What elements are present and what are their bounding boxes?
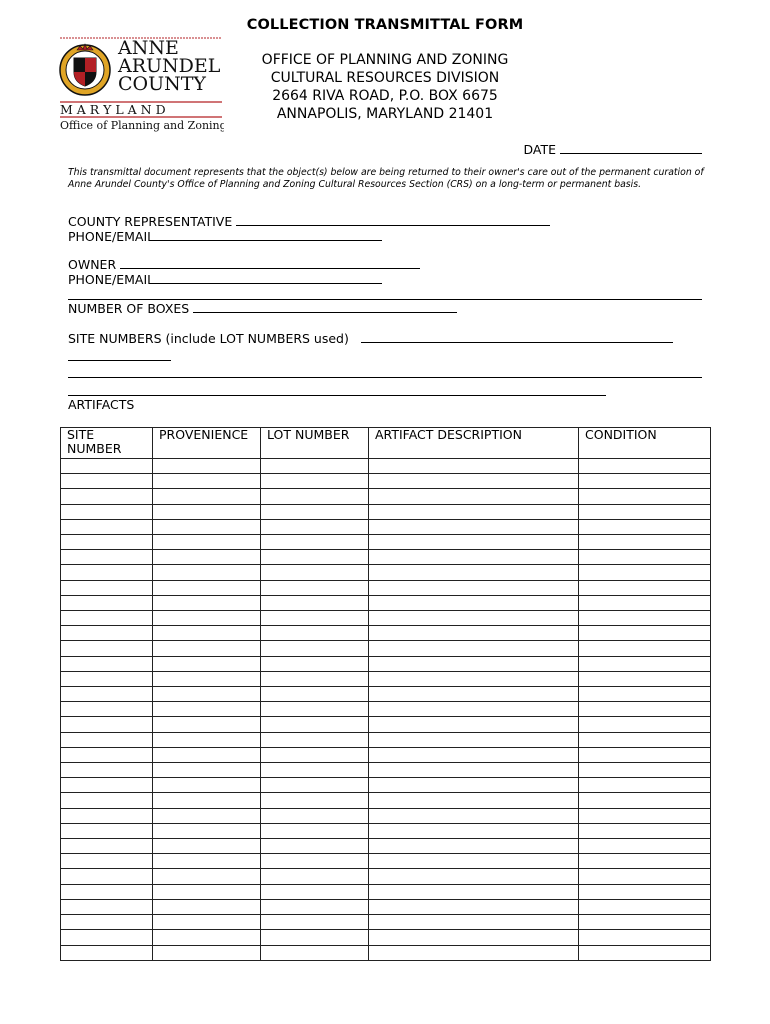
table-cell[interactable] — [153, 565, 261, 580]
table-cell[interactable] — [261, 839, 369, 854]
table-cell[interactable] — [61, 884, 153, 899]
table-cell[interactable] — [153, 747, 261, 762]
table-cell[interactable] — [369, 565, 579, 580]
table-cell[interactable] — [61, 535, 153, 550]
phone-email-line-2[interactable] — [154, 272, 382, 284]
table-cell[interactable] — [369, 580, 579, 595]
table-cell[interactable] — [369, 535, 579, 550]
table-cell[interactable] — [153, 884, 261, 899]
table-cell[interactable] — [261, 899, 369, 914]
table-cell[interactable] — [369, 687, 579, 702]
table-cell[interactable] — [579, 747, 711, 762]
table-cell[interactable] — [61, 854, 153, 869]
table-cell[interactable] — [579, 793, 711, 808]
table-cell[interactable] — [579, 519, 711, 534]
table-cell[interactable] — [153, 641, 261, 656]
date-label: DATE — [523, 142, 557, 157]
table-row — [61, 899, 711, 914]
table-row — [61, 854, 711, 869]
table-cell[interactable] — [61, 915, 153, 930]
table-cell[interactable] — [153, 687, 261, 702]
owner-field[interactable] — [68, 257, 420, 273]
table-cell[interactable] — [579, 489, 711, 504]
table-row — [61, 869, 711, 884]
table-cell[interactable] — [579, 595, 711, 610]
table-cell[interactable] — [61, 747, 153, 762]
table-cell[interactable] — [579, 823, 711, 838]
table-cell[interactable] — [369, 671, 579, 686]
table-cell[interactable] — [61, 732, 153, 747]
table-cell[interactable] — [579, 778, 711, 793]
table-cell[interactable] — [61, 565, 153, 580]
table-cell[interactable] — [261, 915, 369, 930]
table-cell[interactable] — [61, 641, 153, 656]
table-cell[interactable] — [153, 504, 261, 519]
table-cell[interactable] — [153, 839, 261, 854]
table-cell[interactable] — [369, 611, 579, 626]
table-cell[interactable] — [153, 869, 261, 884]
table-cell[interactable] — [579, 930, 711, 945]
table-cell[interactable] — [369, 474, 579, 489]
table-cell[interactable] — [579, 854, 711, 869]
table-cell[interactable] — [261, 459, 369, 474]
office-line-1: OFFICE OF PLANNING AND ZONING — [261, 52, 509, 68]
table-cell[interactable] — [261, 656, 369, 671]
table-cell[interactable] — [579, 565, 711, 580]
site-numbers-line-2[interactable] — [68, 360, 171, 361]
table-cell[interactable] — [61, 823, 153, 838]
table-cell[interactable] — [579, 884, 711, 899]
table-cell[interactable] — [61, 839, 153, 854]
table-cell[interactable] — [369, 884, 579, 899]
table-cell[interactable] — [153, 915, 261, 930]
header-lot-number: LOT NUMBER — [261, 428, 369, 459]
table-row — [61, 626, 711, 641]
table-row — [61, 504, 711, 519]
phone-email-field-1[interactable] — [68, 229, 382, 245]
table-cell[interactable] — [261, 626, 369, 641]
table-cell[interactable] — [579, 732, 711, 747]
logo-line-3: COUNTY — [118, 73, 206, 95]
boxes-line[interactable] — [193, 301, 457, 313]
table-cell[interactable] — [61, 595, 153, 610]
table-cell[interactable] — [61, 763, 153, 778]
table-cell[interactable] — [261, 717, 369, 732]
table-cell[interactable] — [369, 489, 579, 504]
table-cell[interactable] — [369, 778, 579, 793]
boxes-label: NUMBER OF BOXES — [68, 301, 190, 316]
table-row — [61, 671, 711, 686]
table-row — [61, 930, 711, 945]
table-cell[interactable] — [579, 550, 711, 565]
table-cell[interactable] — [61, 717, 153, 732]
table-row — [61, 565, 711, 580]
table-cell[interactable] — [579, 504, 711, 519]
table-cell[interactable] — [369, 656, 579, 671]
table-cell[interactable] — [261, 702, 369, 717]
table-row — [61, 915, 711, 930]
table-cell[interactable] — [153, 671, 261, 686]
table-row — [61, 489, 711, 504]
table-row — [61, 687, 711, 702]
table-cell[interactable] — [261, 611, 369, 626]
table-row — [61, 474, 711, 489]
header-site-number: SITE NUMBER — [61, 428, 153, 459]
table-cell[interactable] — [579, 459, 711, 474]
table-cell[interactable] — [153, 595, 261, 610]
table-cell[interactable] — [579, 945, 711, 961]
table-cell[interactable] — [153, 945, 261, 961]
table-cell[interactable] — [61, 702, 153, 717]
table-row — [61, 808, 711, 823]
separator-line — [68, 299, 702, 300]
table-cell[interactable] — [153, 459, 261, 474]
site-numbers-line-3[interactable] — [68, 377, 702, 378]
table-cell[interactable] — [261, 565, 369, 580]
site-numbers-label: SITE NUMBERS (include LOT NUMBERS used) — [68, 331, 349, 346]
owner-line[interactable] — [120, 257, 420, 269]
county-rep-field[interactable] — [68, 214, 550, 230]
table-row — [61, 884, 711, 899]
table-cell[interactable] — [61, 671, 153, 686]
table-cell[interactable] — [369, 793, 579, 808]
table-cell[interactable] — [153, 808, 261, 823]
table-cell[interactable] — [579, 702, 711, 717]
table-cell[interactable] — [153, 656, 261, 671]
table-row — [61, 839, 711, 854]
table-cell[interactable] — [579, 869, 711, 884]
table-cell[interactable] — [261, 747, 369, 762]
table-row — [61, 641, 711, 656]
table-row — [61, 550, 711, 565]
date-field[interactable] — [523, 142, 702, 157]
table-row — [61, 459, 711, 474]
table-cell[interactable] — [579, 915, 711, 930]
table-row — [61, 702, 711, 717]
table-cell[interactable] — [261, 550, 369, 565]
table-cell[interactable] — [579, 687, 711, 702]
table-cell[interactable] — [369, 459, 579, 474]
table-row — [61, 656, 711, 671]
table-cell[interactable] — [579, 535, 711, 550]
county-rep-label: COUNTY REPRESENTATIVE — [68, 214, 233, 229]
table-cell[interactable] — [153, 474, 261, 489]
table-cell[interactable] — [153, 580, 261, 595]
table-cell[interactable] — [61, 580, 153, 595]
table-cell[interactable] — [369, 626, 579, 641]
table-cell[interactable] — [61, 611, 153, 626]
table-cell[interactable] — [369, 595, 579, 610]
table-cell[interactable] — [261, 869, 369, 884]
table-cell[interactable] — [369, 823, 579, 838]
table-cell[interactable] — [261, 580, 369, 595]
table-cell[interactable] — [153, 702, 261, 717]
table-cell[interactable] — [579, 656, 711, 671]
table-cell[interactable] — [153, 854, 261, 869]
phone-email-field-2[interactable] — [68, 272, 382, 288]
table-row — [61, 717, 711, 732]
table-cell[interactable] — [61, 550, 153, 565]
artifacts-table — [60, 427, 711, 961]
table-cell[interactable] — [579, 671, 711, 686]
table-cell[interactable] — [369, 808, 579, 823]
table-cell[interactable] — [369, 763, 579, 778]
table-cell[interactable] — [261, 641, 369, 656]
phone-email-label-2: PHONE/EMAIL — [68, 272, 155, 287]
table-cell[interactable] — [61, 930, 153, 945]
table-cell[interactable] — [61, 626, 153, 641]
table-cell[interactable] — [153, 732, 261, 747]
phone-email-line-1[interactable] — [154, 229, 382, 241]
table-row — [61, 763, 711, 778]
office-line-4: ANNAPOLIS, MARYLAND 21401 — [276, 106, 494, 122]
table-cell[interactable] — [369, 930, 579, 945]
table-cell[interactable] — [153, 550, 261, 565]
table-cell[interactable] — [153, 899, 261, 914]
table-cell[interactable] — [153, 626, 261, 641]
table-cell[interactable] — [579, 717, 711, 732]
owner-label: OWNER — [68, 257, 117, 272]
table-body — [61, 459, 711, 961]
table-row — [61, 778, 711, 793]
site-numbers-field[interactable] — [68, 331, 673, 347]
table-cell[interactable] — [261, 823, 369, 838]
table-cell[interactable] — [61, 504, 153, 519]
table-cell[interactable] — [261, 595, 369, 610]
table-cell[interactable] — [261, 519, 369, 534]
header-provenience: PROVENIENCE — [153, 428, 261, 459]
table-cell[interactable] — [261, 808, 369, 823]
table-cell[interactable] — [61, 459, 153, 474]
table-cell[interactable] — [61, 778, 153, 793]
table-cell[interactable] — [579, 580, 711, 595]
table-cell[interactable] — [261, 504, 369, 519]
table-cell[interactable] — [61, 474, 153, 489]
table-cell[interactable] — [369, 504, 579, 519]
table-cell[interactable] — [261, 884, 369, 899]
table-row — [61, 793, 711, 808]
table-cell[interactable] — [61, 656, 153, 671]
date-line[interactable] — [560, 142, 702, 154]
artifacts-label: ARTIFACTS — [68, 397, 135, 412]
table-cell[interactable] — [261, 489, 369, 504]
table-cell[interactable] — [153, 519, 261, 534]
logo-state: M A R Y L A N D — [60, 102, 166, 117]
header-condition: CONDITION — [579, 428, 711, 459]
table-row — [61, 535, 711, 550]
header-artifact-description: ARTIFACT DESCRIPTION — [369, 428, 579, 459]
site-numbers-line-4[interactable] — [68, 395, 606, 396]
phone-email-label-1: PHONE/EMAIL — [68, 229, 155, 244]
logo-line-1: ANNE — [118, 37, 179, 59]
table-cell[interactable] — [153, 717, 261, 732]
table-row — [61, 580, 711, 595]
table-cell[interactable] — [579, 763, 711, 778]
table-cell[interactable] — [579, 839, 711, 854]
logo-office: Office of Planning and Zoning — [60, 119, 224, 132]
table-cell[interactable] — [261, 793, 369, 808]
table-cell[interactable] — [61, 869, 153, 884]
table-cell[interactable] — [369, 839, 579, 854]
table-cell[interactable] — [261, 945, 369, 961]
table-cell[interactable] — [369, 550, 579, 565]
table-cell[interactable] — [61, 793, 153, 808]
site-numbers-line[interactable] — [361, 331, 673, 343]
table-cell[interactable] — [153, 535, 261, 550]
table-cell[interactable] — [261, 687, 369, 702]
table-cell[interactable] — [369, 899, 579, 914]
table-cell[interactable] — [369, 747, 579, 762]
table-cell[interactable] — [579, 474, 711, 489]
table-header-row — [61, 428, 711, 459]
table-cell[interactable] — [369, 945, 579, 961]
office-line-3: 2664 RIVA ROAD, P.O. BOX 6675 — [272, 88, 498, 104]
table-cell[interactable] — [61, 519, 153, 534]
table-cell[interactable] — [579, 899, 711, 914]
table-cell[interactable] — [261, 854, 369, 869]
table-row — [61, 747, 711, 762]
table-cell[interactable] — [153, 793, 261, 808]
table-cell[interactable] — [61, 899, 153, 914]
table-cell[interactable] — [61, 808, 153, 823]
table-cell[interactable] — [261, 778, 369, 793]
table-row — [61, 945, 711, 961]
table-cell[interactable] — [153, 823, 261, 838]
table-cell[interactable] — [369, 915, 579, 930]
table-cell[interactable] — [61, 687, 153, 702]
table-cell[interactable] — [261, 671, 369, 686]
table-cell[interactable] — [153, 611, 261, 626]
table-cell[interactable] — [61, 489, 153, 504]
table-cell[interactable] — [369, 519, 579, 534]
table-cell[interactable] — [369, 641, 579, 656]
transmittal-note: This transmittal document represents that the object(s) below are being returned to their owner's care out of the permanent curation of Anne Arundel County's Office of Planning and Zoning Cultural Resources Section (CRS) on a long-term or permanent basis. — [68, 167, 704, 190]
table-cell[interactable] — [153, 930, 261, 945]
table-cell[interactable] — [153, 489, 261, 504]
table-cell[interactable] — [261, 732, 369, 747]
table-row — [61, 595, 711, 610]
table-cell[interactable] — [61, 945, 153, 961]
table-cell[interactable] — [261, 763, 369, 778]
table-row — [61, 823, 711, 838]
table-row — [61, 519, 711, 534]
table-cell[interactable] — [579, 626, 711, 641]
table-cell[interactable] — [579, 641, 711, 656]
table-cell[interactable] — [369, 702, 579, 717]
table-cell[interactable] — [153, 763, 261, 778]
table-row — [61, 732, 711, 747]
table-cell[interactable] — [261, 535, 369, 550]
office-line-2: CULTURAL RESOURCES DIVISION — [270, 70, 500, 86]
table-cell[interactable] — [579, 808, 711, 823]
table-cell[interactable] — [153, 778, 261, 793]
logo-line-2: ARUNDEL — [118, 55, 221, 77]
form-title: COLLECTION TRANSMITTAL FORM — [246, 17, 524, 33]
county-rep-line[interactable] — [236, 214, 550, 226]
table-cell[interactable] — [261, 930, 369, 945]
table-cell[interactable] — [261, 474, 369, 489]
table-cell[interactable] — [369, 732, 579, 747]
table-cell[interactable] — [369, 717, 579, 732]
table-cell[interactable] — [369, 854, 579, 869]
table-cell[interactable] — [369, 869, 579, 884]
table-row — [61, 611, 711, 626]
table-cell[interactable] — [579, 611, 711, 626]
boxes-field[interactable] — [68, 301, 457, 317]
